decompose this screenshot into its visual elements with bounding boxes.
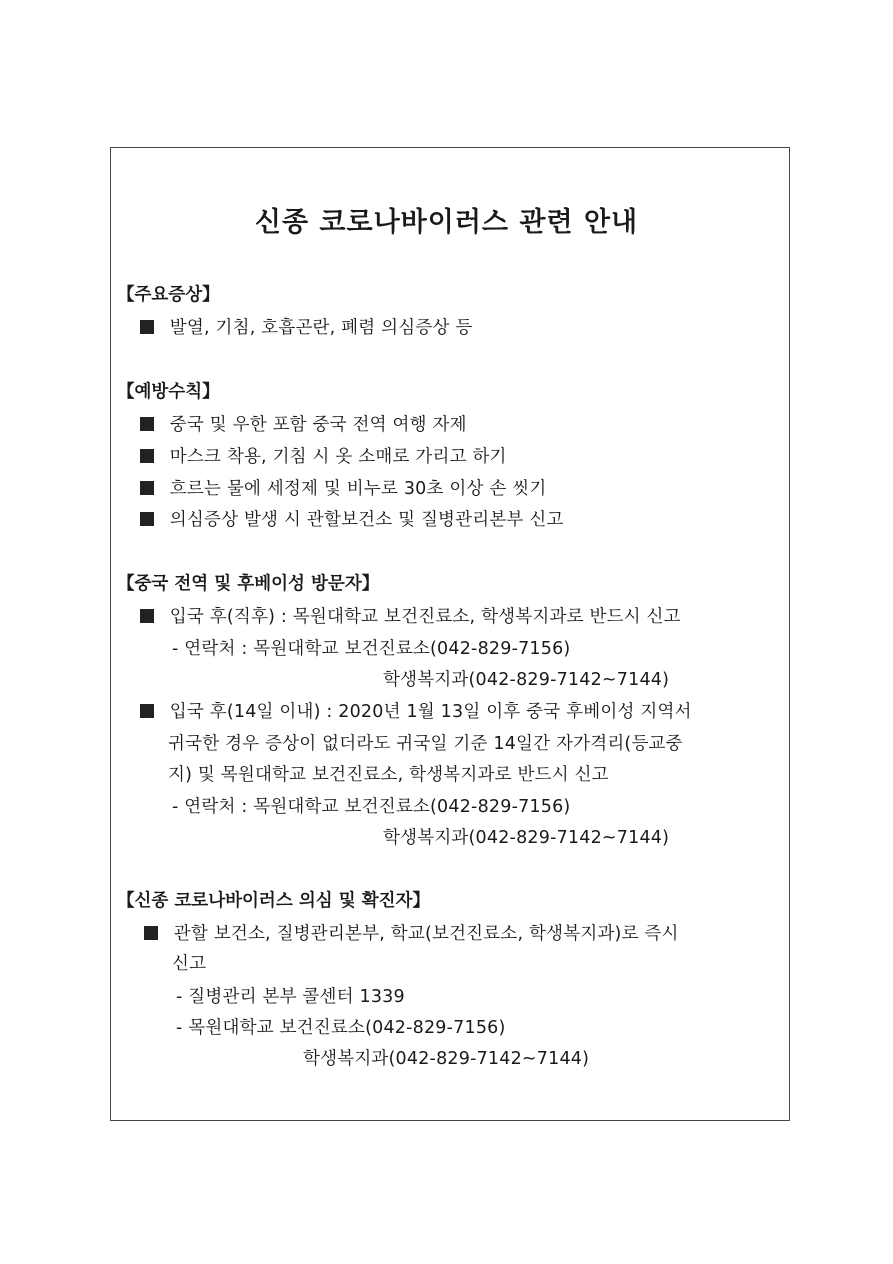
bullet-square-icon <box>140 481 154 495</box>
list-item: 관할 보건소, 질병관리본부, 학교(보건진료소, 학생복지과)로 즉시 <box>144 920 679 945</box>
bullet-square-icon <box>144 926 158 940</box>
list-item: 입국 후(직후) : 목원대학교 보건진료소, 학생복지과로 반드시 신고 <box>140 603 681 628</box>
bullet-square-icon <box>140 704 154 718</box>
contact-line: - 연락처 : 목원대학교 보건진료소(042-829-7156) <box>172 639 571 659</box>
bullet-square-icon <box>140 449 154 463</box>
bullet-square-icon <box>140 417 154 431</box>
contact-line: 학생복지과(042-829-7142~7144) <box>383 670 670 690</box>
contact-line: 학생복지과(042-829-7142~7144) <box>383 828 670 848</box>
contact-line: - 연락처 : 목원대학교 보건진료소(042-829-7156) <box>172 797 571 817</box>
list-item: 흐르는 물에 세정제 및 비누로 30초 이상 손 씻기 <box>140 475 546 500</box>
list-item: 입국 후(14일 이내) : 2020년 1월 13일 이후 중국 후베이성 지역서 <box>140 698 692 723</box>
list-item-continuation: 귀국한 경우 증상이 없더라도 귀국일 기준 14일간 자가격리(등교중 <box>168 734 683 754</box>
contact-line: - 질병관리 본부 콜센터 1339 <box>176 987 405 1007</box>
visitors-heading: 【중국 전역 및 후베이성 방문자】 <box>117 574 380 594</box>
contact-line: - 목원대학교 보건진료소(042-829-7156) <box>176 1018 506 1038</box>
prevention-heading: 【예방수칙】 <box>117 382 220 402</box>
bullet-square-icon <box>140 512 154 526</box>
contact-line: 학생복지과(042-829-7142~7144) <box>303 1049 590 1069</box>
list-item: 의심증상 발생 시 관할보건소 및 질병관리본부 신고 <box>140 506 564 531</box>
bullet-square-icon <box>140 320 154 334</box>
list-item-continuation: 지) 및 목원대학교 보건진료소, 학생복지과로 반드시 신고 <box>168 765 609 785</box>
bullet-square-icon <box>140 609 154 623</box>
symptoms-heading: 【주요증상】 <box>117 285 220 305</box>
list-item-continuation: 신고 <box>172 954 207 974</box>
list-item: 발열, 기침, 호흡곤란, 폐렴 의심증상 등 <box>140 314 472 339</box>
list-item: 중국 및 우한 포함 중국 전역 여행 자제 <box>140 411 467 436</box>
suspected-heading: 【신종 코로나바이러스 의심 및 확진자】 <box>117 891 430 911</box>
page-title: 신종 코로나바이러스 관련 안내 <box>254 207 639 238</box>
list-item: 마스크 착용, 기침 시 옷 소매로 가리고 하기 <box>140 443 507 468</box>
